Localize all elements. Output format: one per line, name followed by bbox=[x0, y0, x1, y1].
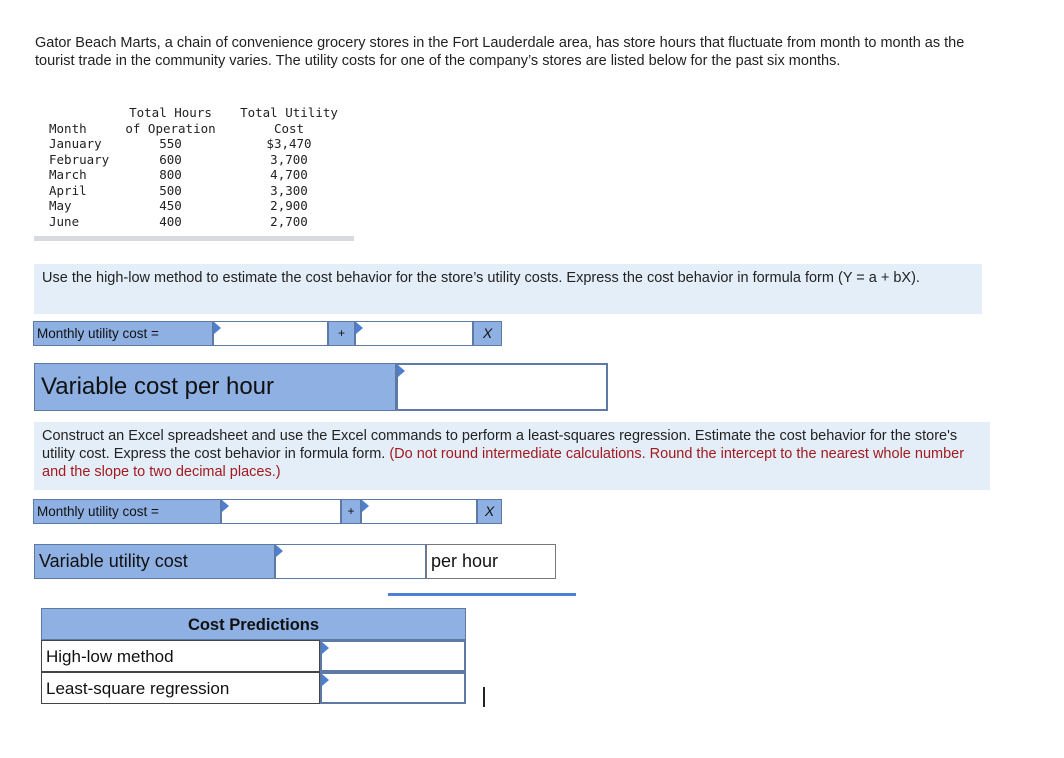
per-hour-label: per hour bbox=[426, 544, 556, 579]
regression-intercept-input[interactable] bbox=[221, 499, 341, 524]
highlow-question-box bbox=[34, 264, 982, 314]
table-row bbox=[34, 183, 354, 199]
regression-rounding-note: (Do not round intermediate calculations. Round the intercept to the nearest whole number and the slope to two decimal places.) bbox=[42, 446, 965, 480]
input-marker-icon bbox=[356, 322, 363, 334]
text-cursor bbox=[483, 687, 485, 707]
row-hours: 800 bbox=[159, 167, 182, 182]
cost-predictions-header: Cost Predictions bbox=[41, 608, 466, 640]
row-cost: 3,700 bbox=[270, 151, 308, 167]
input-marker-icon bbox=[322, 642, 329, 654]
row-month: April bbox=[49, 182, 87, 198]
least-square-regression-label: Least-square regression bbox=[41, 672, 320, 704]
x-variable-label: X bbox=[473, 321, 502, 346]
row-month: May bbox=[49, 198, 72, 213]
x-variable-label: X bbox=[477, 499, 502, 524]
row-hours: 400 bbox=[159, 213, 182, 229]
high-low-prediction-input[interactable] bbox=[320, 640, 466, 672]
variable-utility-cost-input[interactable] bbox=[275, 544, 426, 579]
table-header-row-2 bbox=[34, 121, 354, 137]
variable-utility-cost-label: Variable utility cost bbox=[34, 544, 275, 579]
input-marker-icon bbox=[322, 674, 329, 686]
row-cost: $3,470 bbox=[266, 136, 312, 151]
row-hours: 550 bbox=[159, 136, 182, 151]
hours-header-line2: of Operation bbox=[125, 120, 216, 136]
divider-line bbox=[388, 593, 576, 596]
regression-prediction-input[interactable] bbox=[320, 672, 466, 704]
table-row bbox=[34, 167, 354, 183]
intro-text: Gator Beach Marts, a chain of convenience grocery stores in the Fort Lauderdale area, has store hours that fluctuate from month to month as the tourist trade in the community varies. The utility costs for one of the company’s stores are listed below for the past six months. bbox=[35, 35, 965, 69]
regression-question: Construct an Excel spreadsheet and use the Excel commands to perform a least-squares regression. Estimate the cost behavior for the store's utility cost. Express the cost behavior in formula form. bbox=[42, 428, 958, 462]
table-row bbox=[34, 136, 354, 152]
plus-sign: + bbox=[328, 321, 355, 346]
table-row bbox=[34, 198, 354, 214]
hours-header-line1: Total Hours bbox=[129, 105, 212, 120]
row-month: June bbox=[49, 213, 80, 229]
high-low-method-label: High-low method bbox=[41, 640, 320, 672]
row-cost: 4,700 bbox=[270, 167, 308, 182]
cost-header-line1: Total Utility bbox=[240, 105, 338, 120]
variable-cost-per-hour-input[interactable] bbox=[396, 363, 608, 411]
row-month: March bbox=[49, 167, 87, 182]
table-header-row-1 bbox=[34, 105, 354, 121]
row-hours: 600 bbox=[159, 151, 182, 167]
input-marker-icon bbox=[214, 322, 221, 334]
plus-sign: + bbox=[341, 499, 361, 524]
month-header: Month bbox=[49, 120, 87, 136]
variable-cost-per-hour-label: Variable cost per hour bbox=[34, 363, 396, 411]
table-bottom-rule bbox=[34, 236, 354, 241]
table-row bbox=[34, 152, 354, 168]
highlow-variable-rate-input[interactable] bbox=[355, 321, 473, 346]
row-month: January bbox=[49, 136, 102, 151]
input-marker-icon bbox=[222, 500, 229, 512]
table-row bbox=[34, 214, 354, 230]
cost-header-line2: Cost bbox=[273, 120, 305, 136]
row-cost: 3,300 bbox=[270, 182, 308, 198]
row-month: February bbox=[49, 151, 110, 167]
row-hours: 500 bbox=[159, 182, 182, 198]
highlow-fixed-cost-input[interactable] bbox=[213, 321, 328, 346]
utility-data-table bbox=[34, 105, 354, 241]
input-marker-icon bbox=[398, 365, 405, 377]
row-cost: 2,900 bbox=[270, 198, 308, 213]
highlow-formula-label: Monthly utility cost = bbox=[33, 321, 213, 346]
highlow-question: Use the high-low method to estimate the cost behavior for the store’s utility costs. Express the cost behavior in formula form (Y = a + bX). bbox=[42, 270, 920, 286]
regression-slope-input[interactable] bbox=[361, 499, 477, 524]
regression-formula-label: Monthly utility cost = bbox=[33, 499, 221, 524]
row-hours: 450 bbox=[159, 198, 182, 213]
regression-question-box bbox=[34, 422, 990, 490]
input-marker-icon bbox=[362, 500, 369, 512]
input-marker-icon bbox=[276, 545, 283, 557]
row-cost: 2,700 bbox=[270, 213, 308, 229]
